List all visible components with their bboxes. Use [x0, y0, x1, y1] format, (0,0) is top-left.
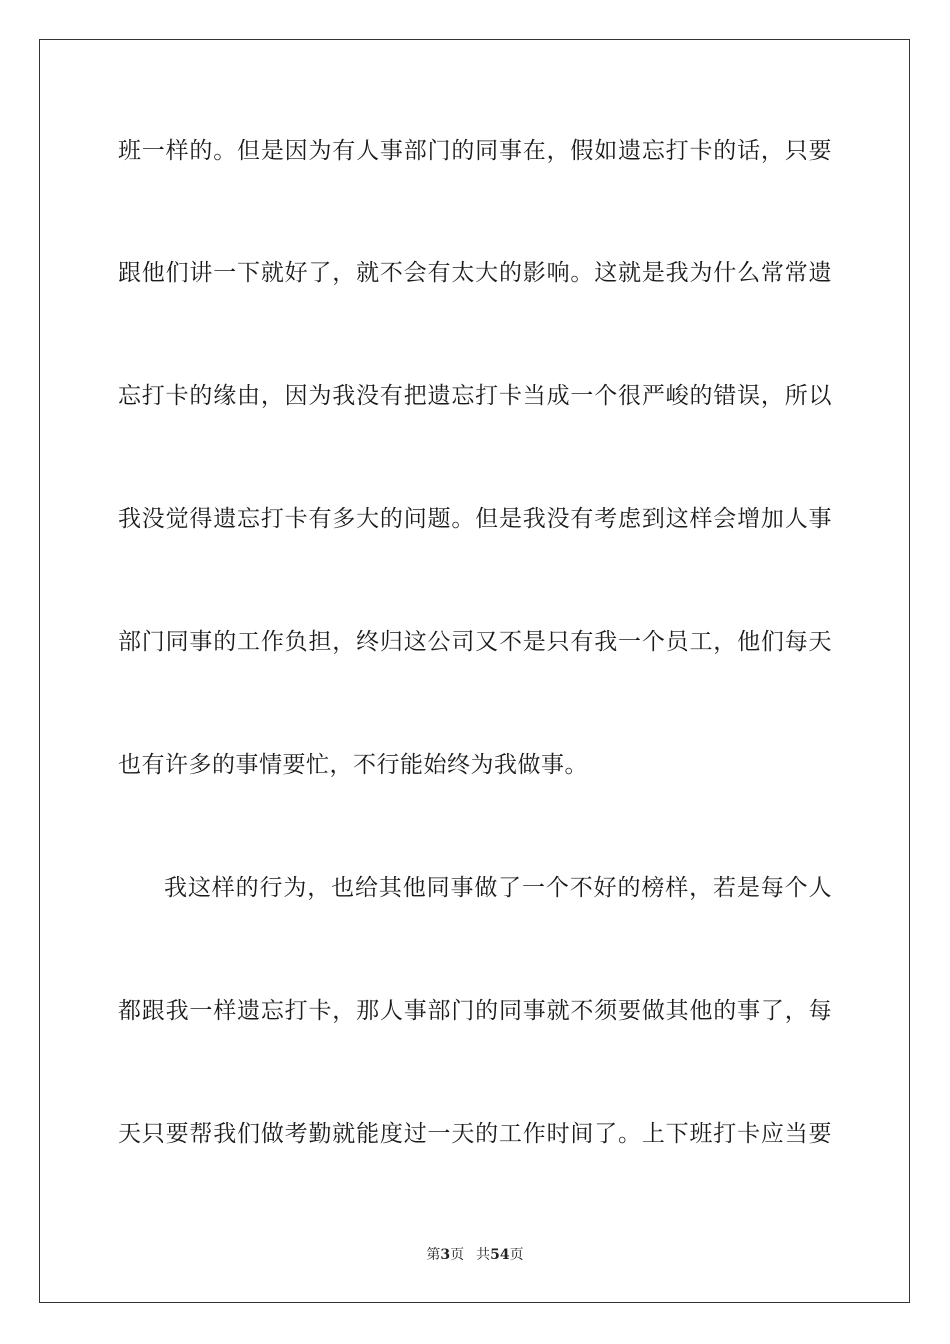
body-text-line-8: 都跟我一样遗忘打卡，那人事部门的同事就不须要做其他的事了，每: [118, 998, 832, 1024]
body-text-line-7: 我这样的行为，也给其他同事做了一个不好的榜样，若是每个人: [164, 875, 832, 901]
body-text-line-3: 忘打卡的缘由，因为我没有把遗忘打卡当成一个很严峻的错误，所以: [118, 383, 832, 409]
body-text-line-2: 跟他们讲一下就好了，就不会有太大的影响。这就是我为什么常常遗: [118, 260, 832, 286]
page-footer: [0, 1246, 950, 1264]
total-pages: 54: [490, 1247, 510, 1263]
page-suffix: 页: [450, 1247, 465, 1263]
body-text-line-4: 我没觉得遗忘打卡有多大的问题。但是我没有考虑到这样会增加人事: [118, 506, 832, 532]
body-text-line-6: 也有许多的事情要忙，不行能始终为我做事。: [118, 752, 588, 778]
total-suffix: 页: [509, 1247, 524, 1263]
page-prefix: 第: [426, 1247, 441, 1263]
page-frame: [39, 39, 910, 1303]
body-text-line-1: 班一样的。但是因为有人事部门的同事在，假如遗忘打卡的话，只要: [118, 138, 832, 164]
page-number: 3: [440, 1247, 451, 1263]
total-prefix: 共: [476, 1247, 491, 1263]
body-text-line-5: 部门同事的工作负担，终归这公司又不是只有我一个员工，他们每天: [118, 629, 832, 655]
body-text-line-9: 天只要帮我们做考勤就能度过一天的工作时间了。上下班打卡应当要: [118, 1121, 832, 1147]
